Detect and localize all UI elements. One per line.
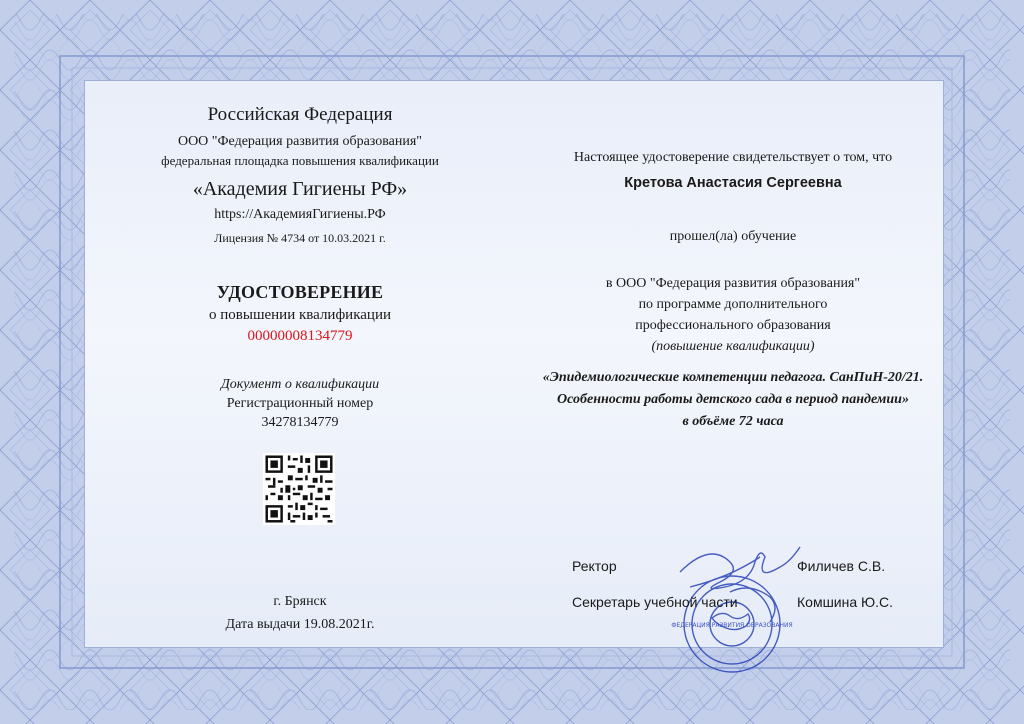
academy-name: «Академия Гигиены РФ»: [192, 178, 408, 200]
registration-label: Регистрационный номер: [226, 396, 374, 411]
qr-code: [263, 453, 335, 525]
certificate-subtitle: о повышении квалификации: [209, 307, 391, 323]
city: г. Брянск: [273, 594, 327, 609]
website: https://АкадемияГигиены.РФ: [214, 207, 386, 222]
passed-training: прошел(ла) обучение: [669, 229, 797, 244]
certificate-number: 00000008134779: [247, 328, 353, 344]
platform: федеральная площадка повышения квалификации: [161, 153, 439, 168]
document-label: Документ о квалификации: [220, 377, 380, 392]
stamp-text: ФЕДЕРАЦИЯ РАЗВИТИЯ ОБРАЗОВАНИЯ: [671, 622, 793, 629]
issue-date: Дата выдачи 19.08.2021г.: [225, 617, 375, 632]
course-hours: в объёме 72 часа: [682, 414, 784, 429]
intro-text: Настоящее удостоверение свидетельствует о том, что: [573, 150, 893, 165]
course-title-2: Особенности работы детского сада в период пандемии»: [557, 392, 909, 407]
program-line: по программе дополнительного: [638, 297, 828, 312]
certificate-title: УДОСТОВЕРЕНИЕ: [216, 282, 384, 302]
organization: ООО "Федерация развития образования": [177, 134, 423, 149]
recipient-name: Кретова Анастасия Сергеевна: [624, 175, 842, 191]
right-column: [498, 150, 968, 433]
rector-title: Ректор: [572, 558, 617, 574]
registration-number: 34278134779: [261, 415, 339, 430]
secretary-name: Комшина Ю.С.: [797, 594, 894, 610]
professional-line: профессионального образования: [635, 318, 831, 333]
secretary-title: Секретарь учебной части: [572, 594, 738, 610]
country: Российская Федерация: [207, 104, 393, 125]
org-line: в ООО "Федерация развития образования": [605, 276, 861, 291]
course-title-1: «Эпидемиологические компетенции педагога. СанПиН-20/21.: [542, 370, 924, 385]
left-column: [110, 104, 490, 431]
rector-name: Филичев С.В.: [797, 558, 886, 574]
qualification-line: (повышение квалификации): [651, 339, 815, 354]
license: Лицензия № 4734 от 10.03.2021 г.: [214, 231, 386, 245]
